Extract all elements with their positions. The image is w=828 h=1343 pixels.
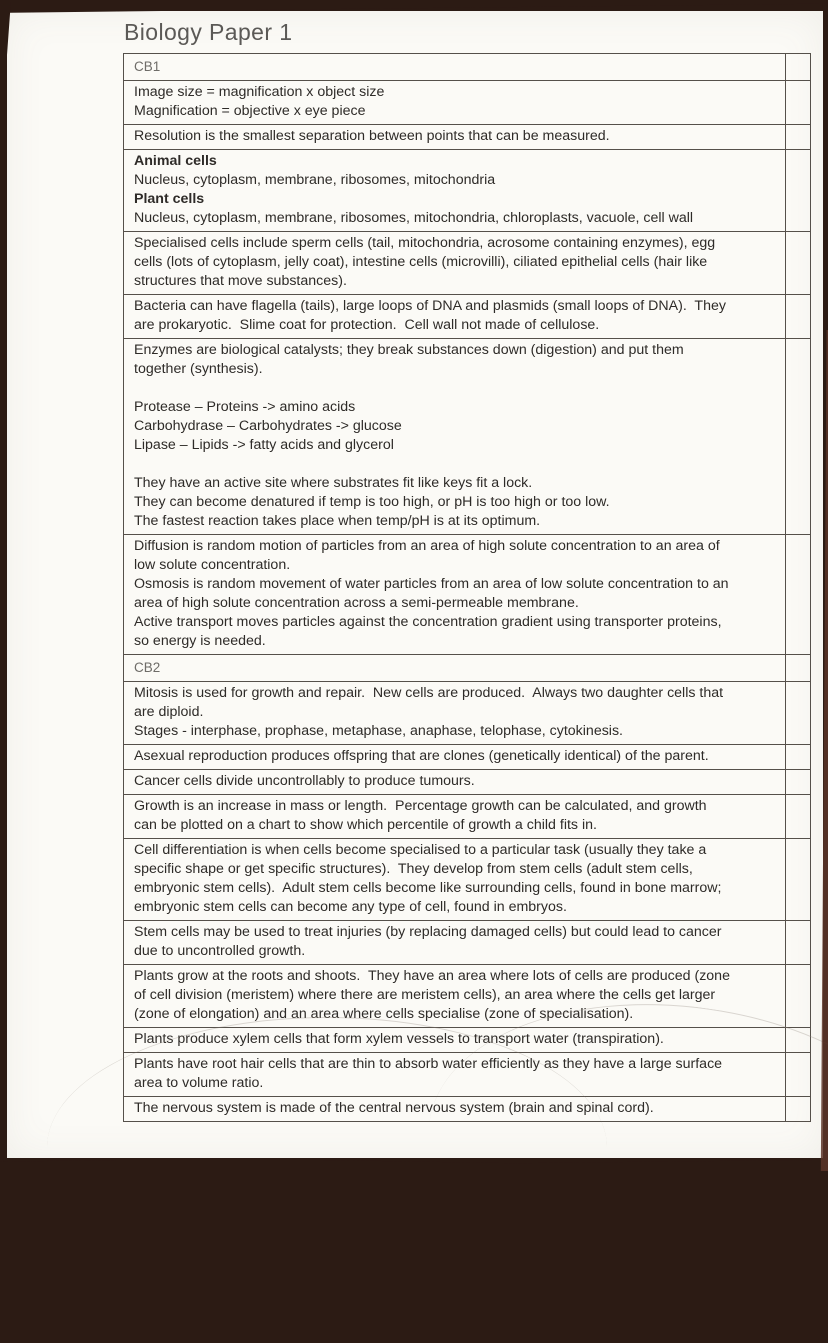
note-line: Plants produce xylem cells that form xylem vessels to transport water (transpiration).	[134, 1031, 664, 1047]
note-line: area of high solute concentration across a semi-permeable membrane.	[134, 595, 579, 611]
note-line: Active transport moves particles against the concentration gradient using transporter proteins,	[134, 614, 722, 630]
note-line: Specialised cells include sperm cells (tail, mitochondria, acrosome containing enzymes), egg	[134, 235, 716, 251]
mark-cell	[786, 1097, 810, 1121]
mark-cell	[786, 150, 810, 231]
note-cell	[124, 1097, 786, 1121]
note-line: embryonic stem cells). Adult stem cells become like surrounding cells, found in bone marrow;	[134, 880, 722, 896]
note-cell	[124, 232, 786, 294]
note-line: The nervous system is made of the central nervous system (brain and spinal cord).	[134, 1100, 654, 1116]
table-row	[124, 794, 810, 838]
note-line: Plants grow at the roots and shoots. They have an area where lots of cells are produced (zone	[134, 968, 730, 984]
mark-cell	[786, 965, 810, 1027]
note-cell	[124, 682, 786, 744]
note-line: Mitosis is used for growth and repair. New cells are produced. Always two daughter cells that	[134, 685, 724, 701]
section-header-row	[124, 654, 810, 681]
note-line: specific shape or get specific structures). They develop from stem cells (adult stem cells,	[134, 861, 693, 877]
table-row	[124, 769, 810, 794]
note-cell	[124, 965, 786, 1027]
note-line: are prokaryotic. Slime coat for protection. Cell wall not made of cellulose.	[134, 317, 600, 333]
mark-cell	[786, 770, 810, 794]
note-line: cells (lots of cytoplasm, jelly coat), intestine cells (microvilli), ciliated epithelial cells (hair like	[134, 254, 708, 270]
mark-cell	[786, 54, 810, 80]
table-row	[124, 1027, 810, 1052]
notes-table	[123, 53, 811, 1122]
mark-cell	[786, 535, 810, 654]
note-line: are diploid.	[134, 704, 204, 720]
note-line: Cancer cells divide uncontrollably to produce tumours.	[134, 773, 475, 789]
note-line: Asexual reproduction produces offspring that are clones (genetically identical) of the parent.	[134, 748, 709, 764]
mark-cell	[786, 1028, 810, 1052]
table-row	[124, 681, 810, 744]
table-row	[124, 838, 810, 920]
note-cell	[124, 921, 786, 964]
note-line: Resolution is the smallest separation between points that can be measured.	[134, 128, 610, 144]
mark-cell	[786, 745, 810, 769]
mark-cell	[786, 81, 810, 124]
mark-cell	[786, 795, 810, 838]
mark-cell	[786, 655, 810, 681]
note-line: Plants have root hair cells that are thin to absorb water efficiently as they have a large surface	[134, 1056, 723, 1072]
table-row	[124, 124, 810, 149]
note-line: Stages - interphase, prophase, metaphase, anaphase, telophase, cytokinesis.	[134, 723, 623, 739]
note-line: The fastest reaction takes place when temp/pH is at its optimum.	[134, 513, 541, 529]
note-line: Lipase – Lipids -> fatty acids and glycerol	[134, 437, 394, 453]
note-line	[134, 379, 775, 398]
section-label-cell	[124, 54, 786, 80]
mark-cell	[786, 232, 810, 294]
note-cell	[124, 1053, 786, 1096]
table-row	[124, 920, 810, 964]
note-cell	[124, 339, 786, 534]
note-line: embryonic stem cells can become any type of cell, found in embryos.	[134, 899, 567, 915]
note-line: of cell division (meristem) where there are meristem cells), an area where the cells get larger	[134, 987, 716, 1003]
note-line: Nucleus, cytoplasm, membrane, ribosomes, mitochondria, chloroplasts, vacuole, cell wall	[134, 210, 694, 226]
note-line: Carbohydrase – Carbohydrates -> glucose	[134, 418, 402, 434]
table-row	[124, 964, 810, 1027]
note-line: Nucleus, cytoplasm, membrane, ribosomes, mitochondria	[134, 172, 496, 188]
note-cell	[124, 1028, 786, 1052]
note-line: together (synthesis).	[134, 361, 263, 377]
note-line: Protease – Proteins -> amino acids	[134, 399, 356, 415]
page-title: Biology Paper 1	[124, 19, 293, 45]
note-line: area to volume ratio.	[134, 1075, 264, 1091]
note-line: Growth is an increase in mass or length. Percentage growth can be calculated, and growth	[134, 798, 707, 814]
table-row	[124, 149, 810, 231]
section-label: CB2	[134, 660, 161, 675]
table-row	[124, 80, 810, 124]
note-cell	[124, 81, 786, 124]
note-cell	[124, 745, 786, 769]
note-line: Diffusion is random motion of particles from an area of high solute concentration to an area of	[134, 538, 720, 554]
mark-cell	[786, 125, 810, 149]
note-line: Osmosis is random movement of water particles from an area of low solute concentration to an	[134, 576, 729, 592]
note-cell	[124, 295, 786, 338]
note-line: structures that move substances).	[134, 273, 347, 289]
table-row	[124, 534, 810, 654]
note-line: They can become denatured if temp is too high, or pH is too high or too low.	[134, 494, 610, 510]
table-row	[124, 294, 810, 338]
note-line: They have an active site where substrates fit like keys fit a lock.	[134, 475, 533, 491]
note-line: Enzymes are biological catalysts; they break substances down (digestion) and put them	[134, 342, 684, 358]
note-line: Plant cells	[134, 191, 205, 207]
note-line: low solute concentration.	[134, 557, 291, 573]
scan-border-bottom	[0, 1158, 828, 1171]
note-line: Cell differentiation is when cells become specialised to a particular task (usually they take a	[134, 842, 707, 858]
note-line: Bacteria can have flagella (tails), large loops of DNA and plasmids (small loops of DNA). They	[134, 298, 726, 314]
note-cell	[124, 839, 786, 920]
mark-cell	[786, 339, 810, 534]
note-line: Animal cells	[134, 153, 217, 169]
note-line: due to uncontrolled growth.	[134, 943, 306, 959]
section-label-cell	[124, 655, 786, 681]
note-line: (zone of elongation) and an area where cells specialise (zone of specialisation).	[134, 1006, 634, 1022]
table-row	[124, 338, 810, 534]
note-cell	[124, 150, 786, 231]
table-row	[124, 744, 810, 769]
note-line: Stem cells may be used to treat injuries (by replacing damaged cells) but could lead to cancer	[134, 924, 722, 940]
table-row	[124, 1096, 810, 1121]
note-line	[134, 455, 775, 474]
note-line: can be plotted on a chart to show which percentile of growth a child fits in.	[134, 817, 597, 833]
mark-cell	[786, 682, 810, 744]
note-line: so energy is needed.	[134, 633, 266, 649]
note-line: Image size = magnification x object size	[134, 84, 385, 100]
table-row	[124, 231, 810, 294]
note-cell	[124, 125, 786, 149]
mark-cell	[786, 921, 810, 964]
section-header-row	[124, 54, 810, 80]
paper-sheet	[7, 11, 823, 1158]
note-cell	[124, 535, 786, 654]
table-row	[124, 1052, 810, 1096]
note-line: Magnification = objective x eye piece	[134, 103, 366, 119]
mark-cell	[786, 295, 810, 338]
note-cell	[124, 795, 786, 838]
mark-cell	[786, 1053, 810, 1096]
note-cell	[124, 770, 786, 794]
mark-cell	[786, 839, 810, 920]
section-label: CB1	[134, 59, 161, 74]
